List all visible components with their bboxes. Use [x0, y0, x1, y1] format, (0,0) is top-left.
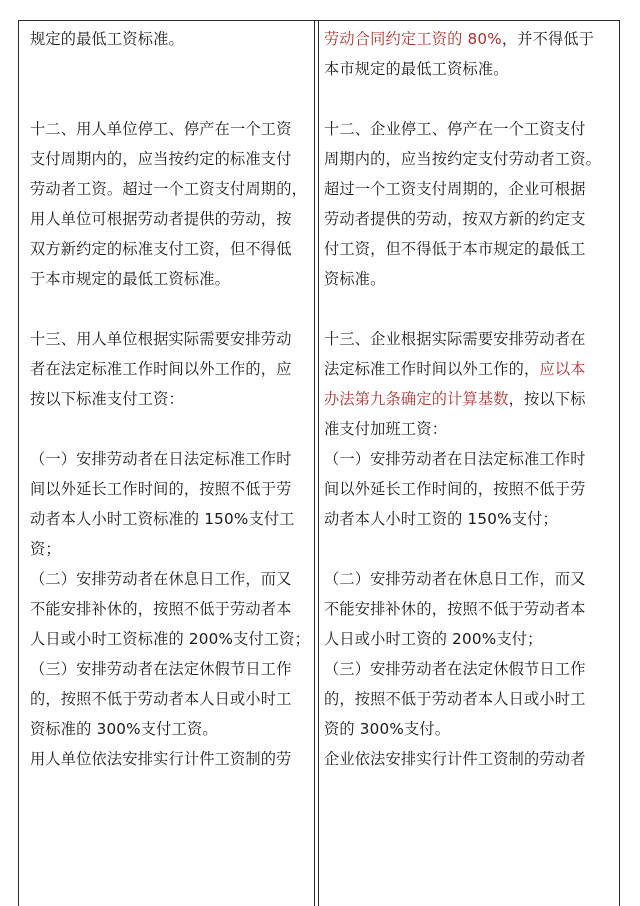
text-line: 资； [30, 540, 61, 558]
text-line: 用人单位可根据劳动者提供的劳动，按 [30, 210, 292, 228]
text-line: 资的 300%支付。 [324, 720, 451, 738]
text-line: 资标准。 [324, 270, 386, 288]
clause-13-heading: 十三、企业根据实际需要安排劳动者在 [324, 330, 586, 348]
item-3-text: （三）安排劳动者在法定休假节日工作 [324, 660, 586, 678]
text-line: 规定的最低工资标准。 [30, 30, 184, 48]
text-line: 动者本人小时工资标准的 150%支付工 [30, 510, 295, 528]
text-line: 不能安排补休的，按照不低于劳动者本 [324, 600, 586, 618]
text-line: 本市规定的最低工资标准。 [324, 60, 509, 78]
text-line: 周期内的，应当按约定支付劳动者工资。 [324, 150, 601, 168]
text-line: 的，按照不低于劳动者本人日或小时工 [30, 690, 292, 708]
clause-12-heading: 十二、企业停工、停产在一个工资支付 [324, 120, 586, 138]
clause-13-heading: 十三、用人单位根据实际需要安排劳动 [30, 330, 292, 348]
text-line: 准支付加班工资： [324, 420, 448, 438]
item-1-text: （一）安排劳动者在日法定标准工作时 [30, 450, 292, 468]
text-segment: ，按以下标 [508, 390, 586, 408]
column-divider-inner [318, 20, 319, 906]
text-line: 人日或小时工资标准的 200%支付工资； [30, 630, 311, 648]
text-line: 劳动者提供的劳动，按双方新的约定支 [324, 210, 586, 228]
highlighted-text: 应以本 [539, 360, 586, 378]
text-line: 超过一个工资支付周期的，企业可根据 [324, 180, 586, 198]
text-segment: ，并不得低于 [501, 30, 595, 48]
text-line: 人日或小时工资的 200%支付； [324, 630, 543, 648]
clause-12-heading: 十二、用人单位停工、停产在一个工资 [30, 120, 292, 138]
text-line: 间以外延长工作时间的，按照不低于劳 [324, 480, 586, 498]
text-line: 用人单位依法安排实行计件工资制的劳 [30, 750, 292, 768]
item-2-text: （二）安排劳动者在休息日工作，而又 [324, 570, 586, 588]
right-column-new-regulation [324, 24, 616, 774]
left-column-old-regulation [30, 24, 312, 774]
text-line: 企业依法安排实行计件工资制的劳动者 [324, 750, 586, 768]
text-line: 动者本人小时工资的 150%支付； [324, 510, 558, 528]
text-line: 按以下标准支付工资： [30, 390, 184, 408]
text-line: 双方新约定的标准支付工资，但不得低 [30, 240, 292, 258]
text-line: 于本市规定的最低工资标准。 [30, 270, 231, 288]
text-line [324, 384, 616, 414]
column-divider [314, 20, 315, 906]
text-line: 支付周期内的，应当按约定的标准支付 [30, 150, 292, 168]
item-1-text: （一）安排劳动者在日法定标准工作时 [324, 450, 586, 468]
text-line: 者在法定标准工作时间以外工作的，应 [30, 360, 292, 378]
text-line [324, 354, 616, 384]
highlighted-text: 办法第九条确定的计算基数 [324, 390, 509, 408]
highlighted-text: 劳动合同约定工资的 80% [324, 30, 502, 48]
item-3-text: （三）安排劳动者在法定休假节日工作 [30, 660, 292, 678]
text-line: 劳动者工资。超过一个工资支付周期的， [30, 180, 307, 198]
text-line: 资标准的 300%支付工资。 [30, 720, 218, 738]
text-segment: 法定标准工作时间以外工作的， [324, 360, 540, 378]
text-line: 的，按照不低于劳动者本人日或小时工 [324, 690, 586, 708]
text-line: 不能安排补休的，按照不低于劳动者本 [30, 600, 292, 618]
text-line: 付工资，但不得低于本市规定的最低工 [324, 240, 586, 258]
text-line: 间以外延长工作时间的，按照不低于劳 [30, 480, 292, 498]
item-2-text: （二）安排劳动者在休息日工作，而又 [30, 570, 292, 588]
text-line [324, 24, 616, 54]
